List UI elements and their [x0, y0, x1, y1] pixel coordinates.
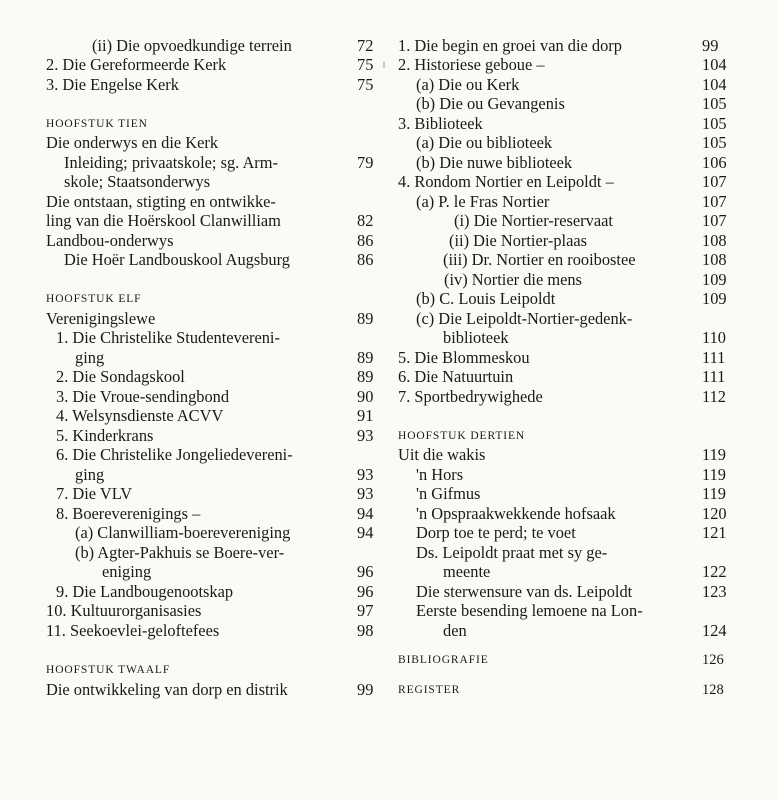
entry-title: 7. Die VLV — [56, 484, 133, 503]
toc-entry — [390, 600, 740, 622]
entry-title: biblioteek — [443, 328, 509, 347]
page-number: 105 — [702, 94, 727, 113]
toc-entry — [0, 210, 380, 232]
entry-title: 2. Historiese geboue – — [398, 55, 545, 74]
entry-title: 'n Opspraakwekkende hofsaak — [416, 504, 616, 523]
entry-title: REGISTER — [398, 684, 461, 696]
entry-title: 9. Die Landbougenootskap — [56, 582, 234, 601]
toc-entry — [0, 327, 380, 349]
entry-title: (i) Die Nortier-reservaat — [454, 211, 613, 230]
toc-entry — [390, 483, 740, 505]
entry-title: Ds. Leipoldt praat met sy ge- — [416, 543, 608, 562]
entry-title: 8. Boereverenigings – — [56, 504, 201, 523]
entry-title: HOOFSTUK TWAALF — [46, 664, 171, 676]
entry-title: Uit die wakis — [398, 445, 486, 464]
toc-heading — [390, 649, 740, 671]
page-number: 126 — [702, 652, 724, 668]
entry-title: HOOFSTUK DERTIEN — [398, 430, 526, 442]
page-number: 109 — [702, 270, 727, 289]
entry-title: (ii) Die Nortier-plaas — [449, 231, 588, 250]
page-number: 79 — [357, 153, 374, 172]
page-number: 112 — [702, 387, 726, 406]
entry-title: 'n Hors — [416, 465, 464, 484]
toc-entry — [0, 679, 380, 701]
entry-title: 4. Rondom Nortier en Leipoldt – — [398, 172, 614, 191]
toc-entry — [0, 483, 380, 505]
entry-title: eniging — [102, 562, 152, 581]
page-number: 82 — [357, 211, 374, 230]
page-number: 107 — [702, 192, 727, 211]
page-number: 109 — [702, 289, 727, 308]
page-number: 105 — [702, 133, 727, 152]
page-number: 89 — [357, 367, 374, 386]
page-number: 94 — [357, 504, 374, 523]
entry-title: (iv) Nortier die mens — [444, 270, 582, 289]
entry-title: (b) C. Louis Leipoldt — [416, 289, 556, 308]
entry-title: 5. Kinderkrans — [56, 426, 154, 445]
entry-title: 6. Die Natuurtuin — [398, 367, 514, 386]
entry-title: (a) P. le Fras Nortier — [416, 192, 550, 211]
entry-title: (c) Die Leipoldt-Nortier-gedenk- — [416, 309, 633, 328]
page-number: 90 — [357, 387, 374, 406]
toc-entry — [390, 444, 740, 466]
page-number: 94 — [357, 523, 374, 542]
toc-entry — [390, 249, 740, 271]
toc-entry — [390, 327, 740, 349]
entry-title: Inleiding; privaatskole; sg. Arm- — [64, 153, 278, 172]
toc-entry — [0, 171, 380, 193]
entry-title: Die Hoër Landbouskool Augsburg — [64, 250, 290, 269]
page-number: 120 — [702, 504, 727, 523]
entry-title: skole; Staatsonderwys — [64, 172, 211, 191]
entry-title: 1. Die begin en groei van die dorp — [398, 36, 622, 55]
toc-entry — [0, 249, 380, 271]
toc-entry — [390, 386, 740, 408]
entry-title: ling van die Hoërskool Clanwilliam — [46, 211, 281, 230]
page-number: 119 — [702, 465, 726, 484]
page-number: 111 — [702, 348, 726, 367]
entry-title: (b) Die nuwe biblioteek — [416, 153, 573, 172]
page-number: 91 — [357, 406, 374, 425]
entry-title: BIBLIOGRAFIE — [398, 654, 489, 666]
page-number: 106 — [702, 153, 727, 172]
entry-title: ging — [75, 348, 105, 367]
entry-title: (ii) Die opvoedkundige terrein — [92, 36, 292, 55]
toc-entry — [390, 561, 740, 583]
page-number: 107 — [702, 172, 727, 191]
entry-title: 10. Kultuurorganisasies — [46, 601, 202, 620]
entry-title: 7. Sportbedrywighede — [398, 387, 543, 406]
page-number: 86 — [357, 231, 374, 250]
entry-title: ging — [75, 465, 105, 484]
toc-entry — [390, 210, 740, 232]
toc-entry — [390, 522, 740, 544]
entry-title: 3. Die Vroue-sendingbond — [56, 387, 230, 406]
entry-title: 11. Seekoevlei-geloftefees — [46, 621, 220, 640]
page-number: 93 — [357, 484, 374, 503]
toc-entry — [0, 620, 380, 642]
toc-entry — [0, 522, 380, 544]
entry-title: HOOFSTUK ELF — [46, 293, 142, 305]
page-number: 93 — [357, 426, 374, 445]
page-number: 96 — [357, 582, 374, 601]
page-number: 108 — [702, 250, 727, 269]
page-number: 119 — [702, 445, 726, 464]
page-number: 110 — [702, 328, 726, 347]
toc-entry — [390, 54, 740, 76]
page-number: 99 — [702, 36, 719, 55]
page-number: 105 — [702, 114, 727, 133]
page-number: 75 — [357, 75, 374, 94]
page-number: 122 — [702, 562, 727, 581]
page-number: 89 — [357, 309, 374, 328]
entry-title: (a) Clanwilliam-boerevereniging — [75, 523, 291, 542]
toc-entry — [0, 54, 380, 76]
entry-title: 'n Gifmus — [416, 484, 481, 503]
entry-title: (b) Agter-Pakhuis se Boere-ver- — [75, 543, 285, 562]
page-number: 89 — [357, 348, 374, 367]
page-number: 119 — [702, 484, 726, 503]
toc-heading — [0, 288, 380, 310]
page-number: 111 — [702, 367, 726, 386]
page-number: 97 — [357, 601, 374, 620]
toc-entry — [0, 405, 380, 427]
entry-title: Die ontwikkeling van dorp en distrik — [46, 680, 288, 699]
entry-title: Die sterwensure van ds. Leipoldt — [416, 582, 633, 601]
toc-entry — [390, 366, 740, 388]
page-number: 121 — [702, 523, 727, 542]
page-number: 104 — [702, 75, 727, 94]
page-number: 72 — [357, 36, 374, 55]
entry-title: (a) Die ou Kerk — [416, 75, 520, 94]
entry-title: 2. Die Sondagskool — [56, 367, 185, 386]
toc-entry — [390, 171, 740, 193]
entry-title: Verenigingslewe — [46, 309, 156, 328]
page-number: 75 — [357, 55, 374, 74]
toc-heading — [0, 659, 380, 681]
toc-entry — [0, 444, 380, 466]
entry-title: Die onderwys en die Kerk — [46, 133, 219, 152]
page-number: 107 — [702, 211, 727, 230]
entry-title: Dorp toe te perd; te voet — [416, 523, 576, 542]
toc-entry — [390, 288, 740, 310]
entry-title: den — [443, 621, 467, 640]
page-number: 96 — [357, 562, 374, 581]
toc-right-column — [390, 0, 740, 800]
page-number: 86 — [357, 250, 374, 269]
entry-title: meente — [443, 562, 491, 581]
page-mark — [383, 62, 385, 68]
toc-entry — [0, 74, 380, 96]
entry-title: 4. Welsynsdienste ACVV — [56, 406, 224, 425]
toc-left-column — [0, 0, 380, 800]
entry-title: 3. Biblioteek — [398, 114, 483, 133]
page-number: 123 — [702, 582, 727, 601]
entry-title: (a) Die ou biblioteek — [416, 133, 553, 152]
page-number: 108 — [702, 231, 727, 250]
toc-entry — [0, 132, 380, 154]
entry-title: Eerste besending lemoene na Lon- — [416, 601, 643, 620]
entry-title: 1. Die Christelike Studentevereni- — [56, 328, 280, 347]
entry-title: Die ontstaan, stigting en ontwikke- — [46, 192, 276, 211]
toc-entry — [390, 132, 740, 154]
page-number: 99 — [357, 680, 374, 699]
entry-title: 3. Die Engelse Kerk — [46, 75, 179, 94]
toc-entry — [390, 620, 740, 642]
page-number: 98 — [357, 621, 374, 640]
toc-entry — [390, 93, 740, 115]
entry-title: HOOFSTUK TIEN — [46, 118, 148, 130]
entry-title: 5. Die Blommeskou — [398, 348, 530, 367]
entry-title: (iii) Dr. Nortier en rooibostee — [443, 250, 636, 269]
entry-title: 2. Die Gereformeerde Kerk — [46, 55, 227, 74]
entry-title: (b) Die ou Gevangenis — [416, 94, 565, 113]
toc-heading — [390, 679, 740, 701]
page-number: 124 — [702, 621, 727, 640]
entry-title: Landbou-onderwys — [46, 231, 174, 250]
page-number: 128 — [702, 682, 724, 698]
toc-entry — [0, 561, 380, 583]
page-number: 93 — [357, 465, 374, 484]
toc-entry — [0, 366, 380, 388]
entry-title: 6. Die Christelike Jongeliedevereni- — [56, 445, 293, 464]
toc-entry — [0, 600, 380, 622]
page-number: 104 — [702, 55, 727, 74]
